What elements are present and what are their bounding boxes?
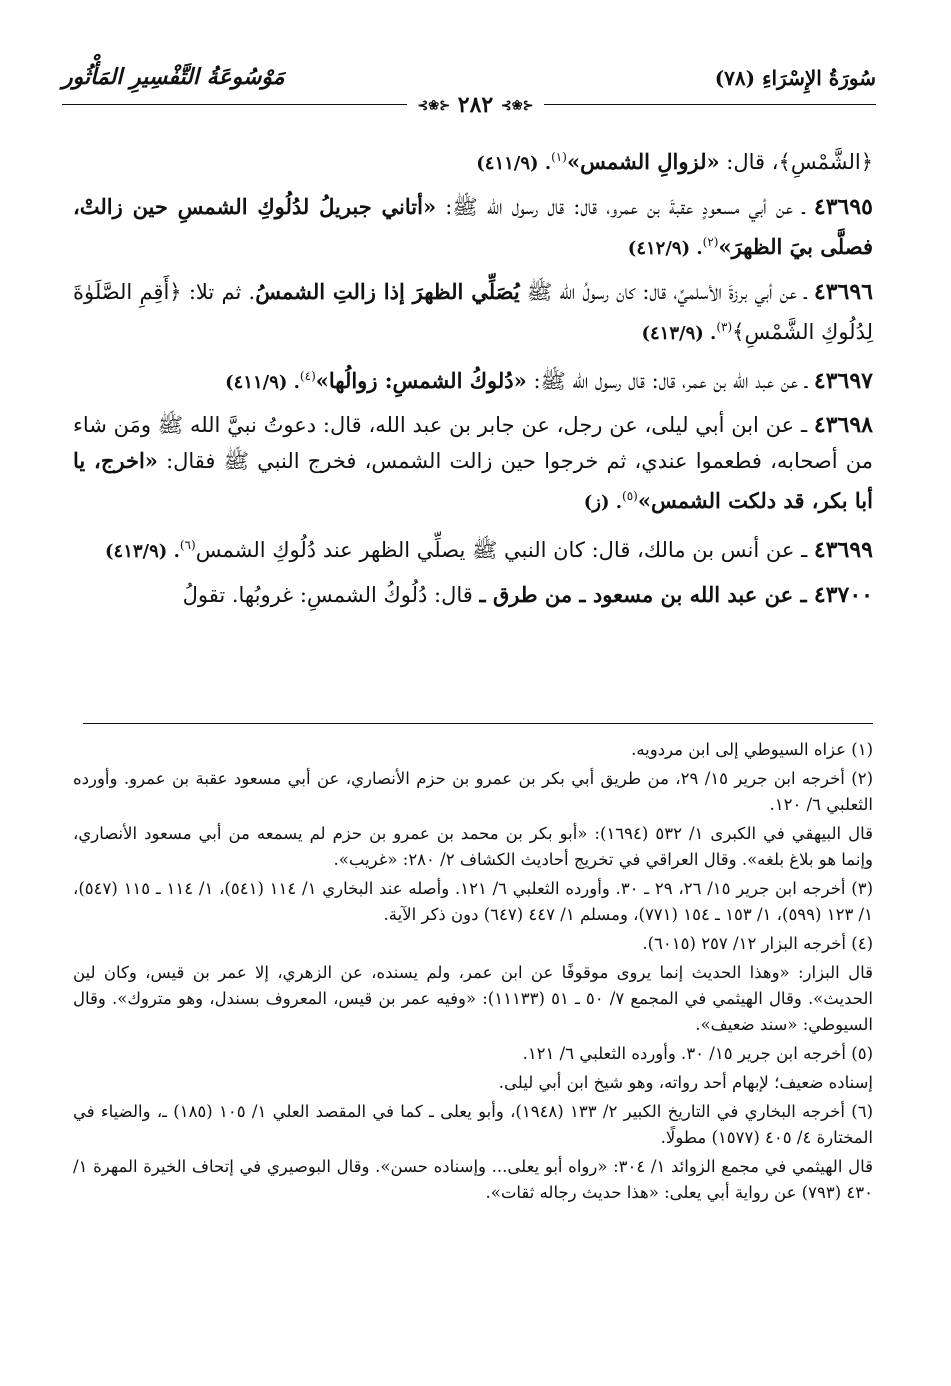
volume-reference: . (٤١١/٩) <box>476 153 552 174</box>
quote-bold: «أتاني جبريلُ لدُلُوكِ الشمسِ حين زالتْ، فصلَّى بيَ الظهرَ» <box>73 194 873 259</box>
quote-bold: «دُلوكُ الشمسِ: زوالُها» <box>315 368 527 393</box>
footnote: (٣) أخرجه ابن جرير ١٥/ ٢٦، ٢٩ ـ ٣٠. وأورده الثعلبي ٦/ ١٢١. وأصله عند البخاري ١/ ١١٤ (٥٤١)، ١/ ١١٤ ـ ١١٥ (٥٤٧)، ١/ ١٢٣ (٥٩٩)، ١/ ١٥٣ ـ ١٥٤ (٧٧١)، ومسلم ١/ ٤٤٧ (٦٤٧) دون ذكر الآية. <box>73 879 873 924</box>
footnote: (٥) أخرجه ابن جرير ١٥/ ٣٠. وأورده الثعلبي ٦/ ١٢١. <box>522 1044 873 1063</box>
text-span: ـ عن أبي برزةَ الأسلميِّ، قال: كان رسولُ الله ﷺ <box>519 280 814 304</box>
text-span: ﴿الشَّمْسِ﴾، قال: <box>719 150 873 174</box>
quote-bold: «لزوالِ الشمس» <box>566 149 720 174</box>
footnote-separator <box>83 723 873 724</box>
footnote: إسناده ضعيف؛ لإبهام أحد رواته، وهو شيخ ابن أبي ليلى. <box>498 1073 873 1092</box>
surah-title: سُورَةُ الإِسْرَاءِ (٧٨) <box>714 66 876 90</box>
hadith-number: ٤٣٧٠٠ <box>813 582 873 608</box>
hadith-43699 <box>73 528 873 569</box>
hadith-number: ٤٣٦٩٥ <box>813 194 873 220</box>
hadith-number: ٤٣٦٩٦ <box>813 279 873 305</box>
narrator-bold: ـ عن عبد الله بن مسعود ـ من طرق ـ <box>479 582 814 607</box>
footnote-marker: (٤) <box>299 369 316 383</box>
hadith-43700 <box>73 577 873 613</box>
hadith-43696 <box>73 274 873 351</box>
footnote: قال البزار: «وهذا الحديث إنما يروى موقوفًا عن ابن عمر، ولم يسنده، عن الزهري، إلا عمر بن قيس، وكان لين الحديث». وقال الهيثمي في المجمع ٧/ ٥٠ ـ ٥١ (١١١٣٣): «وفيه عمر بن قيس، المعروف بسندل، وهو متروك». وقال السيوطي: «سند ضعيف». <box>73 963 873 1034</box>
footnote: (٤) أخرجه البزار ١٢/ ٢٥٧ (٦٠١٥). <box>642 934 873 953</box>
ornament-left-icon: ⊰❀⊱ <box>417 98 451 114</box>
volume-reference: . (٤١٣/٩) <box>105 541 180 562</box>
book-title: مَوْسُوعَةُ التَّفْسِيرِ المَأْثُور <box>62 64 285 90</box>
footnote-marker: (٦) <box>179 538 196 552</box>
hadith-number: ٤٣٦٩٨ <box>813 412 873 438</box>
text-span: ـ عن أبي مسعودٍ عقبةَ بن عمرو، قال: قال رسول الله ﷺ: <box>436 195 814 219</box>
volume-reference: . (ز) <box>583 492 622 513</box>
quote-bold: يُصَلِّي الظهرَ إذا زالتِ الشمسُ <box>255 279 520 304</box>
volume-reference: . (٤١٣/٩) <box>641 323 717 344</box>
main-text <box>73 140 873 621</box>
footnote: (٦) أخرجه البخاري في التاريخ الكبير ٢/ ١٣٣ (١٩٤٨)، وأبو يعلى ـ كما في المقصد العلي ١/ ١٠٥ (١٨٥) ـ، والضياء في المختارة ٤/ ٤٠٥ (١٥٧٧) مطولًا. <box>73 1102 874 1147</box>
volume-reference: . (٤١٢/٩) <box>627 238 703 259</box>
quote-bold: «اخرج، يا أبا بكر، قد دلكت الشمس» <box>73 448 873 513</box>
volume-reference: . (٤١١/٩) <box>225 372 300 393</box>
paragraph-continuation <box>73 140 873 181</box>
text-span: قال: دُلُوكُ الشمسِ: غروبُها. تقولُ <box>182 583 480 607</box>
hadith-number: ٤٣٦٩٧ <box>813 368 873 394</box>
footnote-marker: (١) <box>551 150 567 164</box>
hadith-43697 <box>73 359 873 400</box>
page-number-block <box>0 92 951 118</box>
page-number: ٢٨٢ <box>457 92 494 118</box>
text-span: . ثم تلا: ﴿أَقِمِ الصَّلَوٰةَ لِدُلُوكِ الشَّمْسِ﴾ <box>73 280 873 344</box>
footnote: (١) عزاه السيوطي إلى ابن مردويه. <box>631 740 873 759</box>
footnote-marker: (٣) <box>716 320 733 334</box>
ornament-right-icon: ⊰❀⊱ <box>500 98 534 114</box>
footnote-marker: (٥) <box>622 489 638 503</box>
footnote: قال الهيثمي في مجمع الزوائد ١/ ٣٠٤: «رواه أبو يعلى... وإسناده حسن». وقال البوصيري في إتحاف الخيرة المهرة ١/ ٤٣٠ (٧٩٣) عن رواية أبي يعلى: «هذا حديث رجاله ثقات». <box>73 1157 873 1202</box>
text-span: ـ عن عبد الله بن عمر، قال: قال رسول الله ﷺ: <box>526 369 814 393</box>
footnote: (٢) أخرجه ابن جرير ١٥/ ٢٩، من طريق أبي بكر بن عمرو بن حزم الأنصاري، عن أبي مسعود عقبة بن عمرو. وأورده الثعلبي ٦/ ١٢٠. <box>73 769 873 814</box>
footnotes <box>73 737 873 1209</box>
footnote: قال البيهقي في الكبرى ١/ ٥٣٢ (١٦٩٤): «أبو بكر بن محمد بن عمرو بن حزم لم يسمعه من أبي مسعود الأنصاري، وإنما هو بلاغ بلغه». وقال العراقي في تخريج أحاديث الكشاف ٢/ ٢٨٠: «غريب». <box>73 824 873 869</box>
footnote-marker: (٢) <box>702 235 719 249</box>
hadith-number: ٤٣٦٩٩ <box>813 537 873 563</box>
hadith-43695 <box>73 189 873 266</box>
text-span: ـ عن أنس بن مالك، قال: كان النبي ﷺ يصلِّي الظهر عند دُلُوكِ الشمس <box>195 538 814 562</box>
text-span: ـ عن ابن أبي ليلى، عن رجل، عن جابر بن عبد الله، قال: دعوتُ نبيَّ الله ﷺ ومَن شاء من أصحابه، فطعموا عندي، ثم خرجوا حين زالت الشمس، فخرج النبي ﷺ فقال: <box>73 413 873 473</box>
hadith-43698 <box>73 408 873 520</box>
